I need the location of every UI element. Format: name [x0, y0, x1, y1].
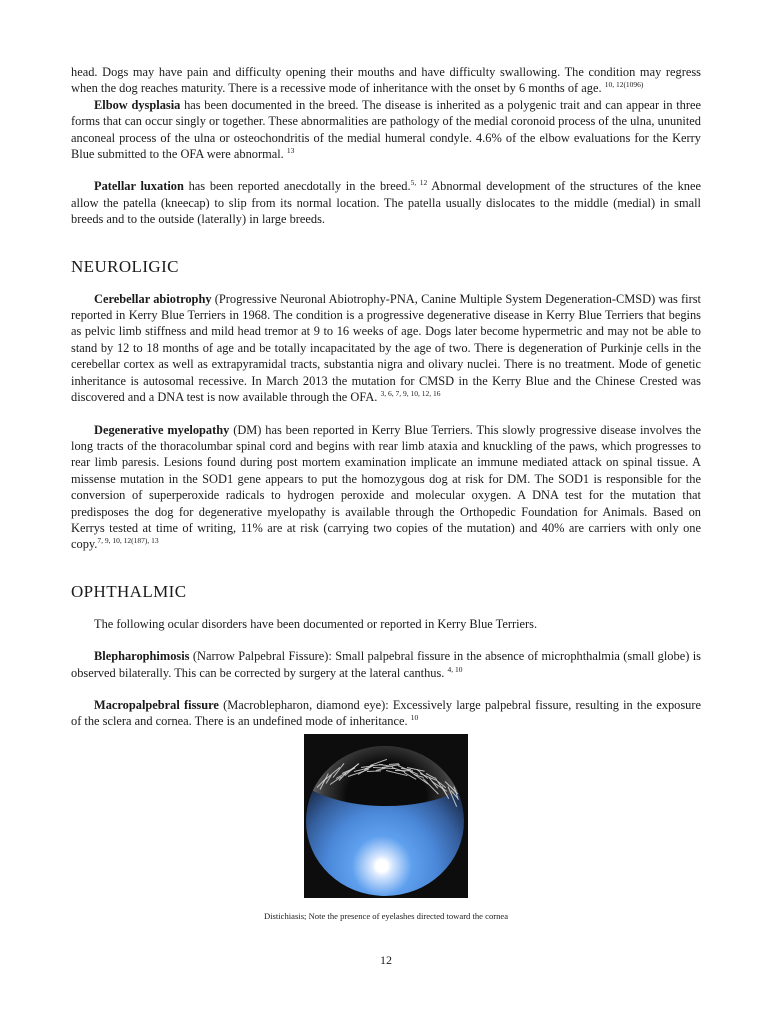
spacer: [71, 632, 701, 648]
paragraph-continuation: [71, 64, 701, 97]
paragraph-text: Abnormal development of the structures of the knee allow the patella (kneecap) to slip from its normal location. The patella usually dislocates to the middle (medial) in small breeds and to the outside (laterally) in large breeds.: [71, 179, 701, 227]
paragraph-text: head. Dogs may have pain and difficulty opening their mouths and have difficulty swallowing. The condition may regress when the dog reaches maturity. There is a recessive mode of inheritance with the onset by 6 months of age.: [71, 65, 701, 96]
term-degenerative-myelopathy: Degenerative myelopathy: [94, 422, 230, 437]
reference-superscript: 10: [410, 713, 419, 723]
section-heading-ophthalmic: OPHTHALMIC: [71, 581, 187, 601]
reference-superscript: 13: [286, 146, 295, 156]
paragraph-degenerative-myelopathy: [71, 422, 701, 553]
reference-superscript: 4, 10: [447, 664, 463, 674]
reference-superscript: 3, 6, 7, 9, 10, 12, 16: [380, 389, 441, 399]
paragraph-elbow-dysplasia: [71, 97, 701, 163]
paragraph-text: (Macroblepharon, diamond eye): Excessively large palpebral fissure, resulting in the exposure of the sclera and cornea. There is an undefined mode of inheritance.: [71, 697, 701, 729]
term-elbow-dysplasia: Elbow dysplasia: [94, 97, 181, 112]
reference-superscript: 5, 12: [410, 178, 428, 188]
document-page: [71, 64, 701, 968]
term-cerebellar-abiotrophy: Cerebellar abiotrophy: [94, 291, 212, 306]
distichiasis-photo: [304, 734, 468, 898]
spacer: [71, 602, 701, 616]
paragraph-text: has been reported anecdotally in the breed.: [183, 179, 411, 194]
term-patellar-luxation: Patellar luxation: [94, 179, 184, 194]
paragraph-patellar-luxation: [71, 178, 701, 227]
spacer: [71, 406, 701, 422]
paragraph-ophthalmic-intro: The following ocular disorders have been documented or reported in Kerry Blue Terriers.: [94, 616, 538, 631]
paragraph-text: (Narrow Palpebral Fissure): Small palpebral fissure in the absence of microphthalmia (small globe) is observed bilaterally. This can be corrected by surgery at the lateral canthus.: [71, 649, 701, 680]
paragraph-blepharophimosis: [71, 648, 701, 681]
paragraph-macropalpebral-fissure: [71, 697, 701, 730]
spacer: [71, 162, 701, 178]
term-macropalpebral-fissure: Macropalpebral fissure: [94, 697, 219, 712]
page-number: 12: [380, 952, 392, 967]
term-blepharophimosis: Blepharophimosis: [94, 649, 190, 664]
eye-cornea: [306, 746, 464, 896]
paragraph-text: (DM) has been reported in Kerry Blue Terriers. This slowly progressive disease involves the long tracts of the thoracolumbar spinal cord and begins with rear limb ataxia and knuckling of the paws, which progresses to rear limb paresis. Lesions found during post mortem examination implicate an immune mediated attack on spinal tissue. A missense mutation in the SOD1 gene appears to put the homozygous dog at risk for DM. The SOD1 is responsible for the conversion of superperoxide radicals to hydrogen peroxide and molecular oxygen. A DNA test for the mutation that predisposes the dog for degenerative myelopathy is available through the Orthopedic Foundation for Animals. Based on Kerrys tested at time of writing, 11% are at risk (carrying two copies of the mutation) and 40% are carriers with only one copy.: [71, 422, 701, 552]
spacer: [71, 681, 701, 697]
spacer: [71, 228, 701, 257]
paragraph-cerebellar-abiotrophy: [71, 291, 701, 406]
section-heading-neurologic: NEUROLIGIC: [71, 256, 179, 276]
reference-superscript: 7, 9, 10, 12(187), 13: [97, 536, 159, 546]
paragraph-text: has been documented in the breed. The disease is inherited as a polygenic trait and can appear in three forms that can occur singly or together. These abnormalities are pathology of the medial coronoid process of the ulna, ununited anconeal process of the ulna or osteochondritis of the medial humeral condyle. 4.6% of the elbow evaluations for the Kerry Blue submitted to the OFA were abnormal.: [71, 97, 701, 162]
figure-caption: Distichiasis; Note the presence of eyelashes directed toward the cornea: [263, 910, 509, 921]
spacer: [71, 553, 701, 582]
paragraph-text: (Progressive Neuronal Abiotrophy-PNA, Canine Multiple System Degeneration-CMSD) was first reported in Kerry Blue Terriers in 1968. The condition is a progressive degenerative disease in Kerry Blue Terriers that begins as pelvic limb stiffness and mild head tremor at 9 to 16 weeks of age. Dogs later become hypermetric and may not be able to stand by 12 to 18 months of age and be totally incapacitated by the age of two. There is degeneration of Purkinje cells in the cerebellar cortex as well as extrapyramidal tracts, substantia nigra and olivary nuclei. There is no treatment. Mode of genetic inheritance is autosomal recessive. In March 2013 the mutation for CMSD in the Kerry Blue and the Chinese Crested was discovered and a DNA test is now available through the OFA.: [71, 291, 701, 405]
reference-superscript: 10, 12(1096): [604, 80, 644, 90]
spacer: [71, 277, 701, 291]
